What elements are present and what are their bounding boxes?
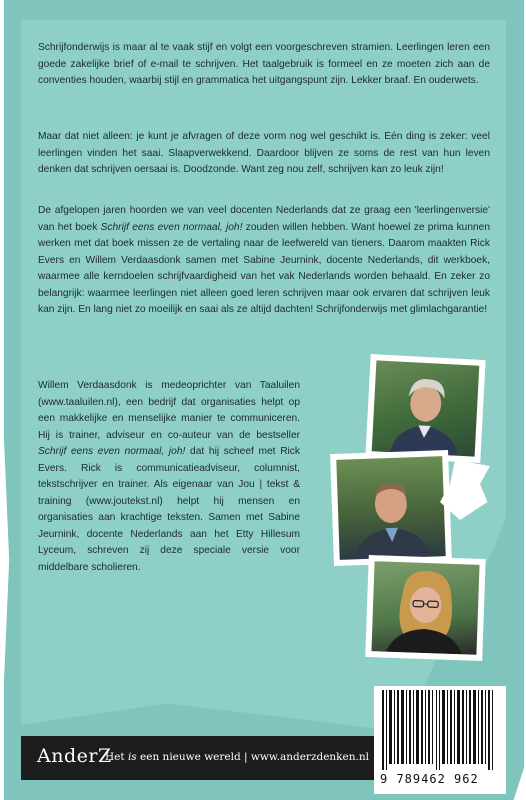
authors-paragraph — [38, 378, 300, 576]
author-photo-rick — [330, 450, 452, 566]
authors-text-start: Willem Verdaasdonk is medeoprichter van Taaluilen (www.taaluilen.nl), een bedrijf dat organisaties helpt op een makkelijke en menselijke manier te communiceren. Hij is trainer, adviseur en co-auteur van de bestseller — [38, 380, 300, 441]
author-photo-sabine — [365, 555, 485, 661]
problem-paragraph — [38, 129, 490, 179]
description-paragraph — [38, 203, 490, 319]
description-text-end: zouden willen hebben. Want hoewel ze prima kunnen werken met dat boek missen ze de vertaling naar de leefwereld van tieners. Daarom maakten Rick Evers en Willem Verdaasdonk samen met Sabine Jeurnink, docente Nederlands, dit werkboek, waarmee alle kerndoelen schrijfvaardigheid van het vak Nederlands worden behaald. En zeker zo belangrijk: waarmee leerlingen niet alleen goed leren schrijven maar ook ervaren dat schrijven leuk kan zijn. En lang niet zo moeilijk en saai als ze altijd dachten! Schrijfonderwijs met glimlachgarantie! — [38, 221, 491, 315]
intro-text: Schrijfonderwijs is maar al te vaak stijf en volgt een voorgeschreven stramien. Leerlingen leren een goede zakelijke brief of e-mail te schrijven. Het taalgebruik is formeel en ze moeten zich aan de conventies houden, waarbij stijl en grammatica het uitgangspunt zijn. Lekker braaf. En ouderwets. — [38, 42, 490, 86]
book-title-reference: Schrijf eens even normaal, joh! — [100, 221, 243, 233]
tagline-emphasis: is — [127, 751, 137, 763]
tagline-start: Het — [105, 751, 128, 763]
tagline-end: een nieuwe wereld | www.anderzdenken.nl — [136, 751, 369, 763]
isbn-number: 9 789462 962 — [380, 772, 479, 786]
publisher-logo: AnderZ — [37, 745, 112, 767]
description-text-start: De afgelopen jaren hoorden we van veel docenten Nederlands dat ze graag een 'leerlingenversie' van het boek — [38, 205, 490, 233]
barcode-bars-icon — [380, 690, 500, 770]
authors-text-end: dat hij scheef met Rick Evers. Rick is communicatieadviseur, columnist, tekstschrijver en trainer. Als eigenaar van Jou | tekst & training (www.joutekst.nl) helpt hij mensen en organisaties aan krachtige teksten. Samen met Sabine Jeurnink, docente Nederlands aan het Etty Hillesum Lyceum, schreven zij deze speciale versie voor middelbare scholieren. — [38, 446, 300, 573]
author-photo-willem — [365, 354, 485, 463]
intro-paragraph — [38, 40, 490, 90]
bestseller-title-reference: Schrijf eens even normaal, joh! — [38, 446, 186, 457]
problem-text: Maar dat niet alleen: je kunt je afvragen of deze vorm nog wel geschikt is. Eén ding is zeker: veel leerlingen vinden het saai. Slaapverwekkend. Daardoor blijven ze soms de rest van hun leven denken dat schrijven oersaai is. Doodzonde. Want zeg nou zelf, schrijven kan zo leuk zijn! — [38, 131, 490, 175]
isbn-barcode — [374, 686, 506, 794]
publisher-tagline — [105, 751, 369, 763]
